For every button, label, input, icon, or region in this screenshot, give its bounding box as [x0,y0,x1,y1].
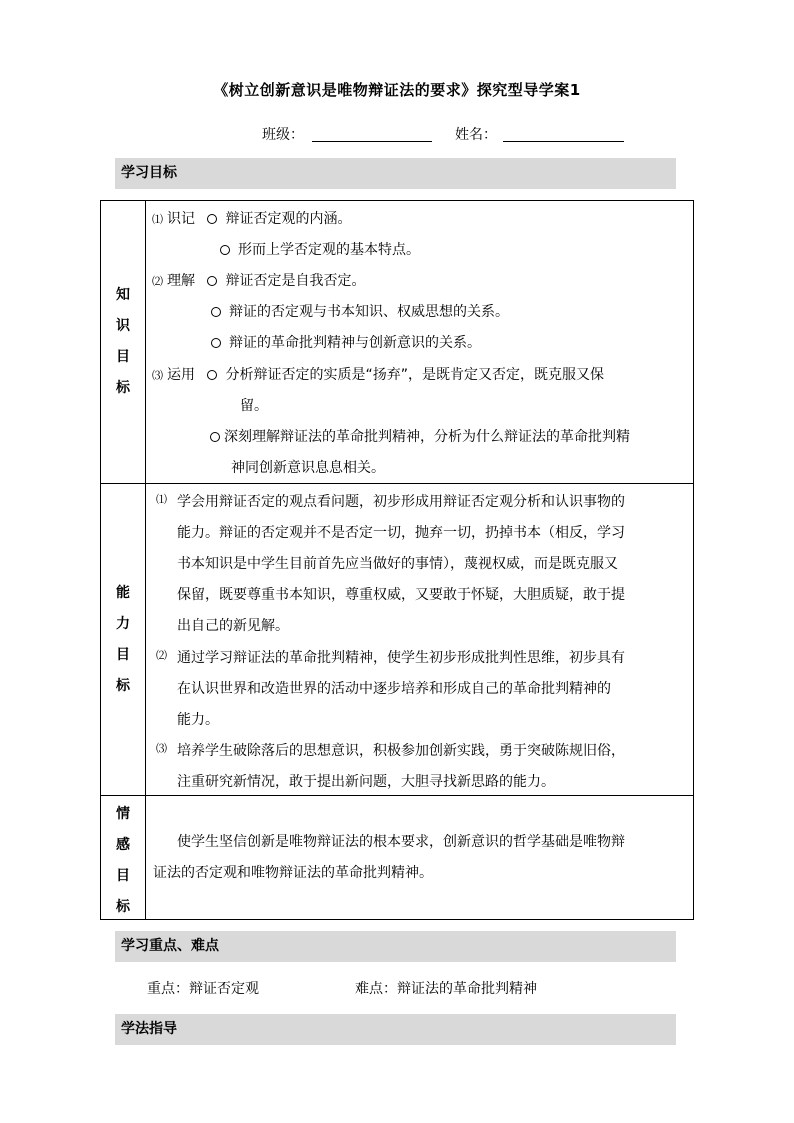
class-blank[interactable] [312,141,432,142]
ability-p3-l2: 注重研究新情况，敢于提出新问题，大胆寻找新思路的能力。 [177,774,555,790]
ability-p2-l3: 能力。 [177,712,219,728]
section-key-points: 学习重点、难点 [115,931,676,962]
key-difficulty: 难点：辩证法的革命批判精神 [355,981,537,997]
class-name-line [262,124,682,146]
circle-bullet-icon [207,214,217,224]
ability-p1-l1: 学会用辩证否定的观点看问题，初步形成用辩证否定观分析和认识事物的 [177,494,625,510]
knowledge-heading: 知 识 目 标 [116,287,130,396]
key-focus: 重点：辩证否定观 [147,981,259,997]
ability-num-2: ⑵ [156,649,167,662]
knowledge-item-3-cont: 留。 [240,398,268,414]
ability-p2-l1: 通过学习辩证法的革命批判精神，使学生初步形成批判性思维，初步具有 [177,650,625,666]
ability-p3-l1: 培养学生破除落后的思想意识，积极参加创新实践，勇于突破陈规旧俗， [177,743,625,759]
emotion-row [101,796,693,919]
circle-bullet-icon [220,245,230,255]
section-method: 学法指导 [115,1014,676,1045]
knowledge-item-1b: 形而上学否定观的基本特点。 [220,239,420,259]
ability-p1-l3: 书本知识是中学生目前首先应当做好的事情），蔑视权威，而是既克服又 [177,556,618,572]
knowledge-item-1: ⑴ 识记 辩证否定观的内涵。 [152,211,352,227]
knowledge-item-3b: 深刻理解辩证法的革命批判精神，分析为什么辩证法的革命批判精 [210,426,630,446]
name-blank[interactable] [503,141,624,142]
knowledge-item-3: ⑶ 运用 分析辩证否定的实质是“扬弃”，是既肯定又否定，既克服又保 [152,367,604,383]
circle-bullet-icon [207,276,217,286]
knowledge-item-3b-cont: 神同创新意识息息相关。 [231,460,385,476]
knowledge-item-2: ⑵ 理解 辩证否定是自我否定。 [152,273,366,289]
ability-heading: 能 力 目 标 [116,585,130,694]
knowledge-item-2b: 辩证的否定观与书本知识、权威思想的关系。 [211,301,509,321]
ability-num-1: ⑴ [156,493,167,506]
knowledge-row [101,201,693,484]
name-label: 姓名： [455,127,497,143]
section-goals: 学习目标 [115,158,676,189]
emotion-p-l1: 使学生坚信创新是唯物辩证法的根本要求，创新意识的哲学基础是唯物辩 [177,834,625,850]
ability-row [101,484,693,796]
emotion-heading: 情 感 目 标 [116,806,130,915]
circle-bullet-icon [210,432,220,442]
knowledge-item-2c: 辩证的革命批判精神与创新意识的关系。 [211,332,481,352]
emotion-p-l2: 证法的否定观和唯物辩证法的革命批判精神。 [153,865,433,881]
ability-num-3: ⑶ [156,742,167,755]
goals-table [100,200,694,920]
circle-bullet-icon [207,370,217,380]
circle-bullet-icon [211,338,221,348]
ability-p1-l2: 能力。辩证的否定观并不是否定一切，抛弃一切，扔掉书本（相反，学习 [177,525,625,541]
page-title: 《树立创新意识是唯物辩证法的要求》探究型导学案1 [213,81,581,99]
ability-p1-l4: 保留，既要尊重书本知识，尊重权威，又要敢于怀疑，大胆质疑，敢于提 [177,587,625,603]
class-label: 班级： [262,127,304,143]
circle-bullet-icon [211,307,221,317]
ability-p2-l2: 在认识世界和改造世界的活动中逐步培养和形成自己的革命批判精神的 [177,681,611,697]
ability-p1-l5: 出自己的新见解。 [177,618,289,634]
